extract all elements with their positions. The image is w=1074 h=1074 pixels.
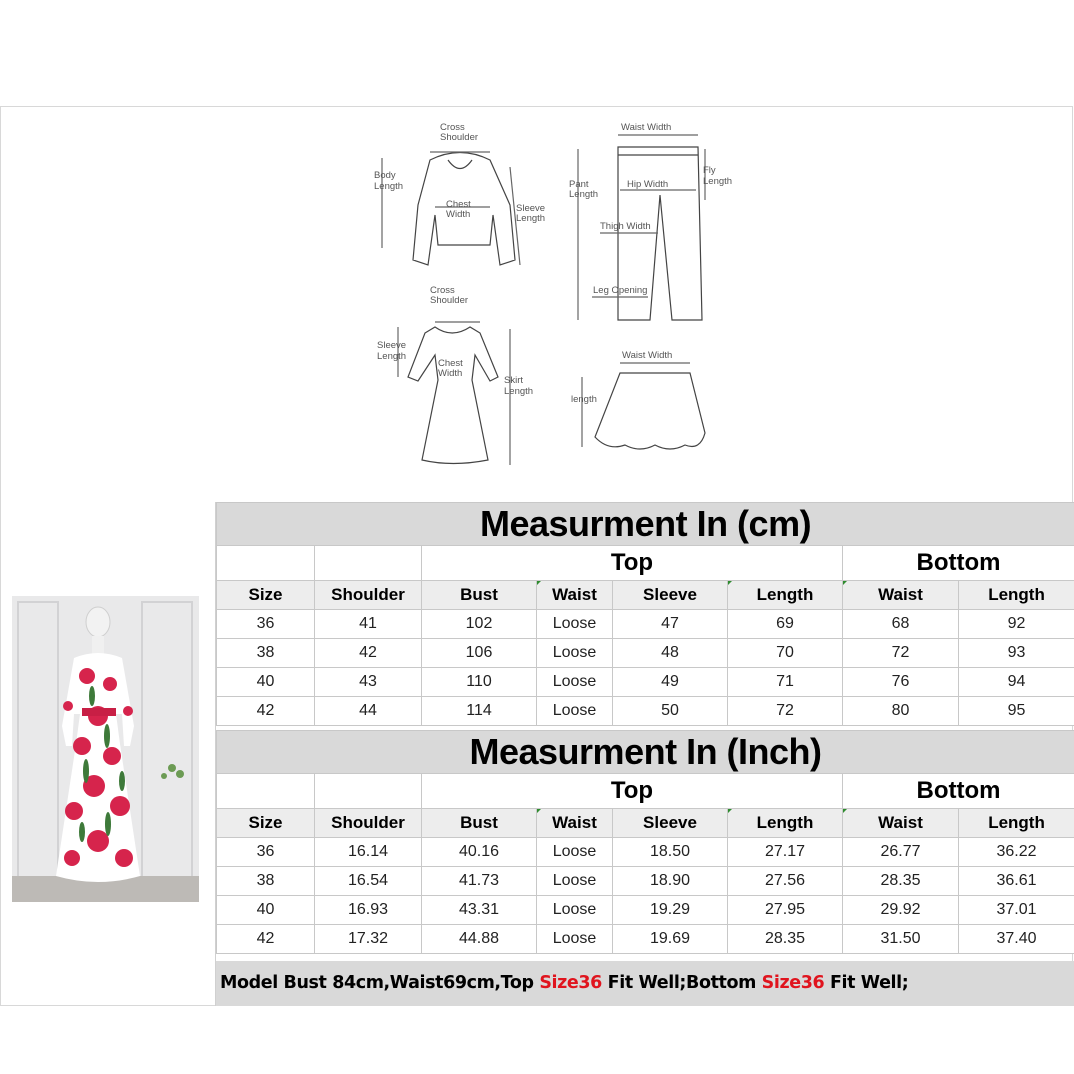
cm-table-title: Measurment In (cm): [217, 503, 1074, 546]
table-cell: 36: [217, 838, 315, 867]
label-cross-shoulder-2: Shoulder: [440, 132, 479, 143]
table-cell: 19.29: [613, 896, 728, 925]
column-header: [728, 581, 843, 610]
table-cell: 94: [959, 668, 1074, 697]
table-cell: 18.50: [613, 838, 728, 867]
table-cell: Loose: [537, 610, 613, 639]
column-header-label: Waist: [552, 813, 597, 832]
label-skirt-length: length: [571, 394, 597, 405]
table-cell: 42: [315, 639, 422, 668]
fit-note-top-size: Size36: [539, 973, 602, 993]
column-header: Bust: [422, 809, 537, 838]
inch-group-top: Top: [422, 774, 843, 809]
column-header: [537, 581, 613, 610]
column-header: [537, 809, 613, 838]
table-cell: 69: [728, 610, 843, 639]
column-header: Shoulder: [315, 809, 422, 838]
top-diagram: [374, 122, 545, 265]
corner-marker: [537, 581, 543, 587]
label-skirt-waist-width: Waist Width: [622, 350, 673, 361]
table-row: [217, 838, 1074, 867]
label-chest-width-2: Width: [446, 209, 471, 220]
column-header: Size: [217, 809, 315, 838]
label-cross-shoulder-1: Cross: [440, 122, 465, 133]
table-cell: 70: [728, 639, 843, 668]
cm-size-table: [216, 502, 1074, 726]
column-header-label: Waist: [552, 585, 597, 604]
garment-diagrams: [360, 115, 760, 475]
label-skirt-length-2: Length: [504, 386, 534, 397]
table-cell: 42: [217, 697, 315, 726]
label-dress-cross-shoulder-2: Shoulder: [430, 295, 469, 306]
label-dress-cross-shoulder-1: Cross: [430, 285, 455, 296]
label-pant-length-1: Pant: [569, 179, 589, 190]
table-cell: 26.77: [843, 838, 959, 867]
corner-marker: [843, 581, 849, 587]
table-row: [217, 610, 1074, 639]
table-cell: 71: [728, 668, 843, 697]
table-row: [217, 867, 1074, 896]
column-header: [843, 809, 959, 838]
table-cell: Loose: [537, 668, 613, 697]
table-cell: 95: [959, 697, 1074, 726]
fit-note-part2: Fit Well;Bottom: [601, 973, 762, 993]
cm-group-bottom: Bottom: [843, 546, 1074, 581]
table-cell: 44.88: [422, 925, 537, 954]
table-cell: 49: [613, 668, 728, 697]
column-header-label: Waist: [878, 813, 923, 832]
column-header: Length: [959, 809, 1074, 838]
column-header: Shoulder: [315, 581, 422, 610]
label-dress-chest-width-2: Width: [438, 368, 463, 379]
corner-marker: [728, 581, 734, 587]
table-cell: 36: [217, 610, 315, 639]
table-row: [217, 697, 1074, 726]
label-body-length-1: Body: [374, 170, 396, 181]
table-cell: Loose: [537, 925, 613, 954]
table-cell: 106: [422, 639, 537, 668]
label-body-length-2: Length: [374, 181, 404, 192]
table-cell: 41: [315, 610, 422, 639]
table-cell: 16.54: [315, 867, 422, 896]
table-cell: 28.35: [728, 925, 843, 954]
table-cell: 50: [613, 697, 728, 726]
table-row: [217, 668, 1074, 697]
table-cell: 114: [422, 697, 537, 726]
table-cell: 28.35: [843, 867, 959, 896]
table-cell: 27.95: [728, 896, 843, 925]
label-sleeve-length-2: Length: [516, 213, 546, 224]
table-cell: Loose: [537, 896, 613, 925]
table-cell: 27.56: [728, 867, 843, 896]
table-cell: 42: [217, 925, 315, 954]
fit-note-part1: Model Bust 84cm,Waist69cm,Top: [220, 973, 540, 993]
table-cell: Loose: [537, 838, 613, 867]
column-header: Sleeve: [613, 809, 728, 838]
model-fit-note: [216, 961, 1074, 1006]
skirt-diagram: [571, 350, 705, 449]
table-cell: 36.61: [959, 867, 1074, 896]
table-cell: 37.01: [959, 896, 1074, 925]
table-cell: 76: [843, 668, 959, 697]
corner-marker: [843, 809, 849, 815]
table-cell: 72: [843, 639, 959, 668]
dress-diagram: [377, 285, 533, 465]
table-cell: 16.14: [315, 838, 422, 867]
label-fly-length-2: Length: [703, 176, 733, 187]
label-dress-chest-width-1: Chest: [438, 358, 463, 369]
table-cell: 44: [315, 697, 422, 726]
label-leg-opening: Leg Opening: [593, 285, 648, 296]
table-cell: 40.16: [422, 838, 537, 867]
column-header-label: Length: [756, 813, 814, 832]
table-row: [217, 925, 1074, 954]
corner-marker: [537, 809, 543, 815]
table-cell: Loose: [537, 697, 613, 726]
table-cell: Loose: [537, 867, 613, 896]
table-cell: 36.22: [959, 838, 1074, 867]
column-header: Sleeve: [613, 581, 728, 610]
table-cell: 102: [422, 610, 537, 639]
table-cell: 41.73: [422, 867, 537, 896]
table-cell: 43: [315, 668, 422, 697]
label-pant-length-2: Length: [569, 189, 599, 200]
table-cell: 92: [959, 610, 1074, 639]
table-cell: 43.31: [422, 896, 537, 925]
table-cell: 40: [217, 896, 315, 925]
column-header: Size: [217, 581, 315, 610]
table-row: [217, 639, 1074, 668]
fit-note-bottom-size: Size36: [761, 973, 825, 993]
table-cell: 29.92: [843, 896, 959, 925]
table-cell: 16.93: [315, 896, 422, 925]
table-cell: 27.17: [728, 838, 843, 867]
table-cell: 19.69: [613, 925, 728, 954]
column-header-label: Waist: [878, 585, 923, 604]
table-cell: Loose: [537, 639, 613, 668]
label-thigh-width: Thigh Width: [600, 221, 651, 232]
table-cell: 38: [217, 639, 315, 668]
inch-group-bottom: Bottom: [843, 774, 1074, 809]
model-photo: [12, 596, 199, 902]
column-header: Length: [959, 581, 1074, 610]
table-cell: 48: [613, 639, 728, 668]
inch-size-table: [216, 730, 1074, 954]
table-cell: 72: [728, 697, 843, 726]
table-cell: 38: [217, 867, 315, 896]
table-cell: 68: [843, 610, 959, 639]
table-cell: 110: [422, 668, 537, 697]
table-cell: 18.90: [613, 867, 728, 896]
corner-marker: [728, 809, 734, 815]
label-waist-width: Waist Width: [621, 122, 672, 133]
label-sleeve-length-1: Sleeve: [516, 203, 546, 214]
column-header: Bust: [422, 581, 537, 610]
label-skirt-length-1: Skirt: [504, 375, 523, 386]
table-cell: 17.32: [315, 925, 422, 954]
table-cell: 93: [959, 639, 1074, 668]
cm-group-top: Top: [422, 546, 843, 581]
label-hip-width: Hip Width: [627, 179, 669, 190]
column-header: [843, 581, 959, 610]
fit-note-part3: Fit Well;: [824, 973, 909, 993]
inch-table-title: Measurment In (Inch): [217, 731, 1074, 774]
table-cell: 80: [843, 697, 959, 726]
label-dress-sleeve-length-1: Sleeve: [377, 340, 407, 351]
column-header: [728, 809, 843, 838]
label-fly-length-1: Fly: [703, 165, 716, 176]
table-row: [217, 896, 1074, 925]
label-chest-width-1: Chest: [446, 199, 471, 210]
label-dress-sleeve-length-2: Length: [377, 351, 407, 362]
column-header-label: Length: [756, 585, 814, 604]
pants-diagram: [569, 122, 732, 320]
table-cell: 47: [613, 610, 728, 639]
table-cell: 31.50: [843, 925, 959, 954]
table-cell: 40: [217, 668, 315, 697]
table-cell: 37.40: [959, 925, 1074, 954]
